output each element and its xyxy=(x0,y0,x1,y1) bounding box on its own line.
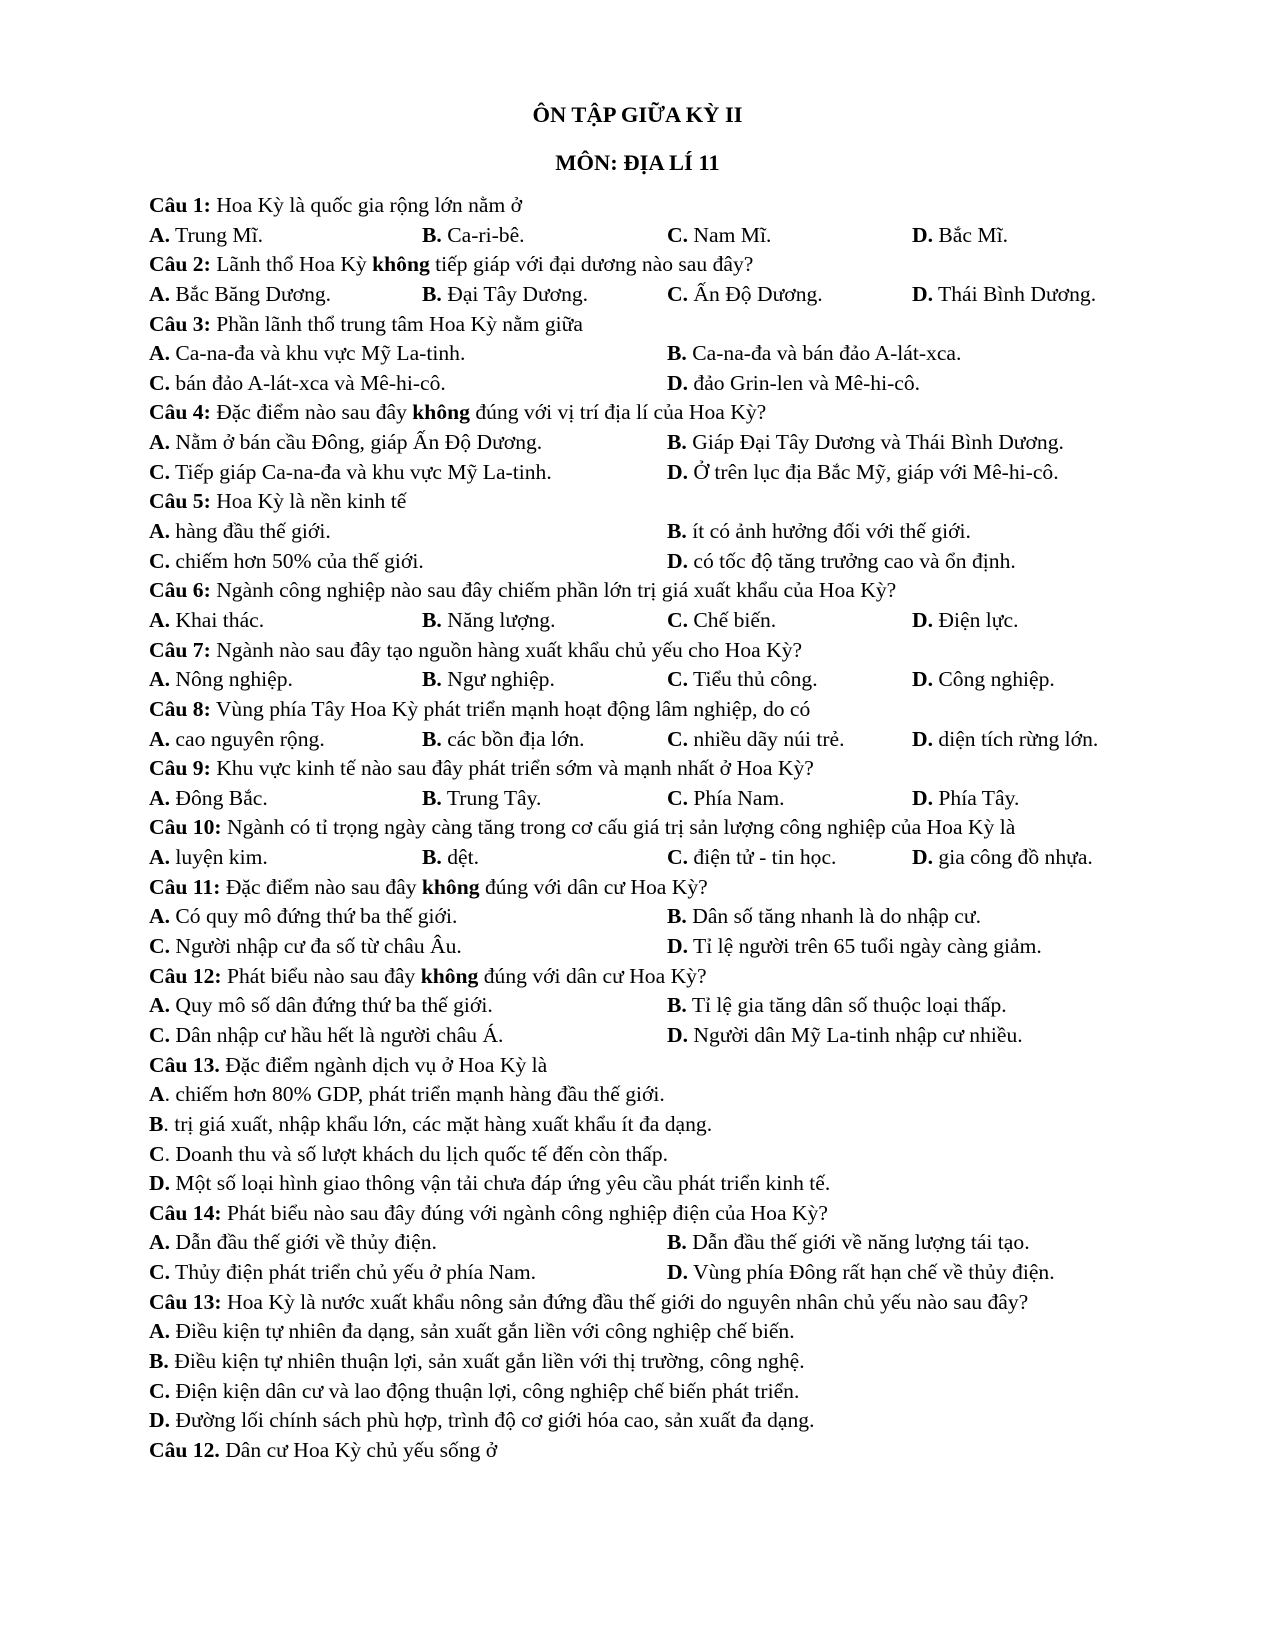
option-b: B. Ngư nghiệp. xyxy=(422,667,555,692)
option-d: D. Một số loại hình giao thông vận tải chưa đáp ứng yêu cầu phát triển kinh tế. xyxy=(149,1171,831,1196)
option-b: B. ít có ảnh hưởng đối với thế giới. xyxy=(667,519,971,544)
option-c: C. Doanh thu và số lượt khách du lịch quốc tế đến còn thấp. xyxy=(149,1141,669,1166)
option-c: C. Tiểu thủ công. xyxy=(667,667,818,692)
option-d: D. có tốc độ tăng trưởng cao và ổn định. xyxy=(667,548,1016,573)
options-row xyxy=(149,725,1149,755)
option-d: D. đảo Grin-len và Mê-hi-cô. xyxy=(667,370,921,395)
question-10: Câu 10: Ngành có tỉ trọng ngày càng tăng trong cơ cấu giá trị sản lượng công nghiệp của Hoa Kỳ là xyxy=(149,815,1016,840)
options-row xyxy=(149,547,1149,577)
question-9: Câu 9: Khu vực kinh tế nào sau đây phát triển sớm và mạnh nhất ở Hoa Kỳ? xyxy=(149,756,814,781)
question-12-population: Câu 12. Dân cư Hoa Kỳ chủ yếu sống ở xyxy=(149,1437,498,1462)
option-d: D. gia công đồ nhựa. xyxy=(912,845,1093,870)
option-d: D. Ở trên lục địa Bắc Mỹ, giáp với Mê-hi-cô. xyxy=(667,459,1059,484)
option-c: C. Ấn Độ Dương. xyxy=(667,281,823,306)
option-a: A. Dẫn đầu thế giới về thủy điện. xyxy=(149,1230,437,1255)
option-a: A. chiếm hơn 80% GDP, phát triển mạnh hàng đầu thế giới. xyxy=(149,1082,665,1107)
question-14: Câu 14: Phát biểu nào sau đây đúng với ngành công nghiệp điện của Hoa Kỳ? xyxy=(149,1200,828,1225)
document-title: ÔN TẬP GIỮA KỲ II xyxy=(532,102,743,127)
question-13: Câu 13. Đặc điểm ngành dịch vụ ở Hoa Kỳ là xyxy=(149,1052,548,1077)
option-c: C. bán đảo A-lát-xca và Mê-hi-cô. xyxy=(149,370,446,395)
option-a: A. Trung Mĩ. xyxy=(149,222,264,247)
option-d: D. Vùng phía Đông rất hạn chế về thủy điện. xyxy=(667,1260,1055,1285)
option-d: D. Phía Tây. xyxy=(912,785,1020,810)
option-b: B. Trung Tây. xyxy=(422,785,542,810)
option-b: B. Dẫn đầu thế giới về năng lượng tái tạo. xyxy=(667,1230,1030,1255)
option-a: A. Đông Bắc. xyxy=(149,785,268,810)
options-row xyxy=(149,280,1149,310)
question-8: Câu 8: Vùng phía Tây Hoa Kỳ phát triển mạnh hoạt động lâm nghiệp, do có xyxy=(149,696,811,721)
options-row xyxy=(149,369,1149,399)
option-a: A. Quy mô số dân đứng thứ ba thế giới. xyxy=(149,993,493,1018)
option-c: C. Thủy điện phát triển chủ yếu ở phía Nam. xyxy=(149,1260,537,1285)
question-6: Câu 6: Ngành công nghiệp nào sau đây chiếm phần lớn trị giá xuất khẩu của Hoa Kỳ? xyxy=(149,578,897,603)
question-4: Câu 4: Đặc điểm nào sau đây không đúng với vị trí địa lí của Hoa Kỳ? xyxy=(149,400,767,425)
question-list xyxy=(149,191,1149,1466)
option-d: D. Công nghiệp. xyxy=(912,667,1055,692)
option-a: A. luyện kim. xyxy=(149,845,268,870)
option-a: A. hàng đầu thế giới. xyxy=(149,519,331,544)
question-11: Câu 11: Đặc điểm nào sau đây không đúng với dân cư Hoa Kỳ? xyxy=(149,874,708,899)
options-row xyxy=(149,902,1149,932)
question-12: Câu 12: Phát biểu nào sau đây không đúng với dân cư Hoa Kỳ? xyxy=(149,963,707,988)
option-d: D. Thái Bình Dương. xyxy=(912,281,1097,306)
options-row xyxy=(149,1021,1149,1051)
option-b: B. dệt. xyxy=(422,845,479,870)
question-7: Câu 7: Ngành nào sau đây tạo nguồn hàng xuất khẩu chủ yếu cho Hoa Kỳ? xyxy=(149,637,803,662)
option-b: B. Năng lượng. xyxy=(422,607,556,632)
question-3: Câu 3: Phần lãnh thổ trung tâm Hoa Kỳ nằm giữa xyxy=(149,311,583,336)
option-b: B. Ca-na-đa và bán đảo A-lát-xca. xyxy=(667,341,962,366)
options-row xyxy=(149,458,1149,488)
option-c: C. Chế biến. xyxy=(667,607,777,632)
option-a: A. Có quy mô đứng thứ ba thế giới. xyxy=(149,904,458,929)
option-d: D. Người dân Mỹ La-tinh nhập cư nhiều. xyxy=(667,1022,1023,1047)
option-a: A. Điều kiện tự nhiên đa dạng, sản xuất gắn liền với công nghiệp chế biến. xyxy=(149,1319,795,1344)
options-row xyxy=(149,932,1149,962)
option-a: A. Bắc Băng Dương. xyxy=(149,281,332,306)
option-a: A. Nông nghiệp. xyxy=(149,667,293,692)
options-row xyxy=(149,517,1149,547)
option-d: D. Bắc Mĩ. xyxy=(912,222,1008,247)
option-d: D. diện tích rừng lớn. xyxy=(912,726,1099,751)
options-row xyxy=(149,665,1149,695)
question-1: Câu 1: Hoa Kỳ là quốc gia rộng lớn nằm ở xyxy=(149,193,523,217)
document-subtitle: MÔN: ĐỊA LÍ 11 xyxy=(555,150,720,175)
question-5: Câu 5: Hoa Kỳ là nền kinh tế xyxy=(149,489,407,514)
options-row xyxy=(149,1228,1149,1258)
option-b: B. Dân số tăng nhanh là do nhập cư. xyxy=(667,904,981,929)
options-row xyxy=(149,221,1149,251)
option-c: C. chiếm hơn 50% của thế giới. xyxy=(149,548,424,573)
options-row xyxy=(149,784,1149,814)
options-row xyxy=(149,428,1149,458)
option-a: A. cao nguyên rộng. xyxy=(149,726,325,751)
option-b: B. Tỉ lệ gia tăng dân số thuộc loại thấp. xyxy=(667,993,1007,1018)
option-b: B. trị giá xuất, nhập khẩu lớn, các mặt hàng xuất khẩu ít đa dạng. xyxy=(149,1111,713,1136)
option-b: B. Giáp Đại Tây Dương và Thái Bình Dương. xyxy=(667,430,1064,455)
option-a: A. Khai thác. xyxy=(149,607,265,632)
option-c: C. điện tử - tin học. xyxy=(667,845,837,870)
options-row xyxy=(149,991,1149,1021)
option-c: C. Phía Nam. xyxy=(667,785,785,810)
option-c: C. Dân nhập cư hầu hết là người châu Á. xyxy=(149,1022,504,1047)
option-b: B. các bồn địa lớn. xyxy=(422,726,585,751)
option-b: B. Đại Tây Dương. xyxy=(422,281,589,306)
options-row xyxy=(149,606,1149,636)
option-a: A. Ca-na-đa và khu vực Mỹ La-tinh. xyxy=(149,341,466,366)
option-c: C. Nam Mĩ. xyxy=(667,222,772,247)
option-c: C. Điện kiện dân cư và lao động thuận lợi, công nghiệp chế biến phát triển. xyxy=(149,1378,800,1403)
options-row xyxy=(149,843,1149,873)
options-row xyxy=(149,339,1149,369)
option-c: C. nhiều dãy núi trẻ. xyxy=(667,726,845,751)
option-c: C. Người nhập cư đa số từ châu Âu. xyxy=(149,934,462,959)
question-2: Câu 2: Lãnh thổ Hoa Kỳ không tiếp giáp với đại dương nào sau đây? xyxy=(149,252,754,277)
option-d: D. Điện lực. xyxy=(912,607,1019,632)
option-b: B. Điều kiện tự nhiên thuận lợi, sản xuất gắn liền với thị trường, công nghệ. xyxy=(149,1349,805,1373)
option-d: D. Đường lối chính sách phù hợp, trình độ cơ giới hóa cao, sản xuất đa dạng. xyxy=(149,1408,815,1433)
option-a: A. Nằm ở bán cầu Đông, giáp Ấn Độ Dương. xyxy=(149,430,543,455)
question-13-export: Câu 13: Hoa Kỳ là nước xuất khẩu nông sản đứng đầu thế giới do nguyên nhân chủ yếu nào sau đây? xyxy=(149,1289,1029,1314)
option-d: D. Tỉ lệ người trên 65 tuổi ngày càng giảm. xyxy=(667,934,1042,959)
options-row xyxy=(149,1258,1149,1288)
option-c: C. Tiếp giáp Ca-na-đa và khu vực Mỹ La-tinh. xyxy=(149,459,552,484)
option-b: B. Ca-ri-bê. xyxy=(422,222,525,247)
